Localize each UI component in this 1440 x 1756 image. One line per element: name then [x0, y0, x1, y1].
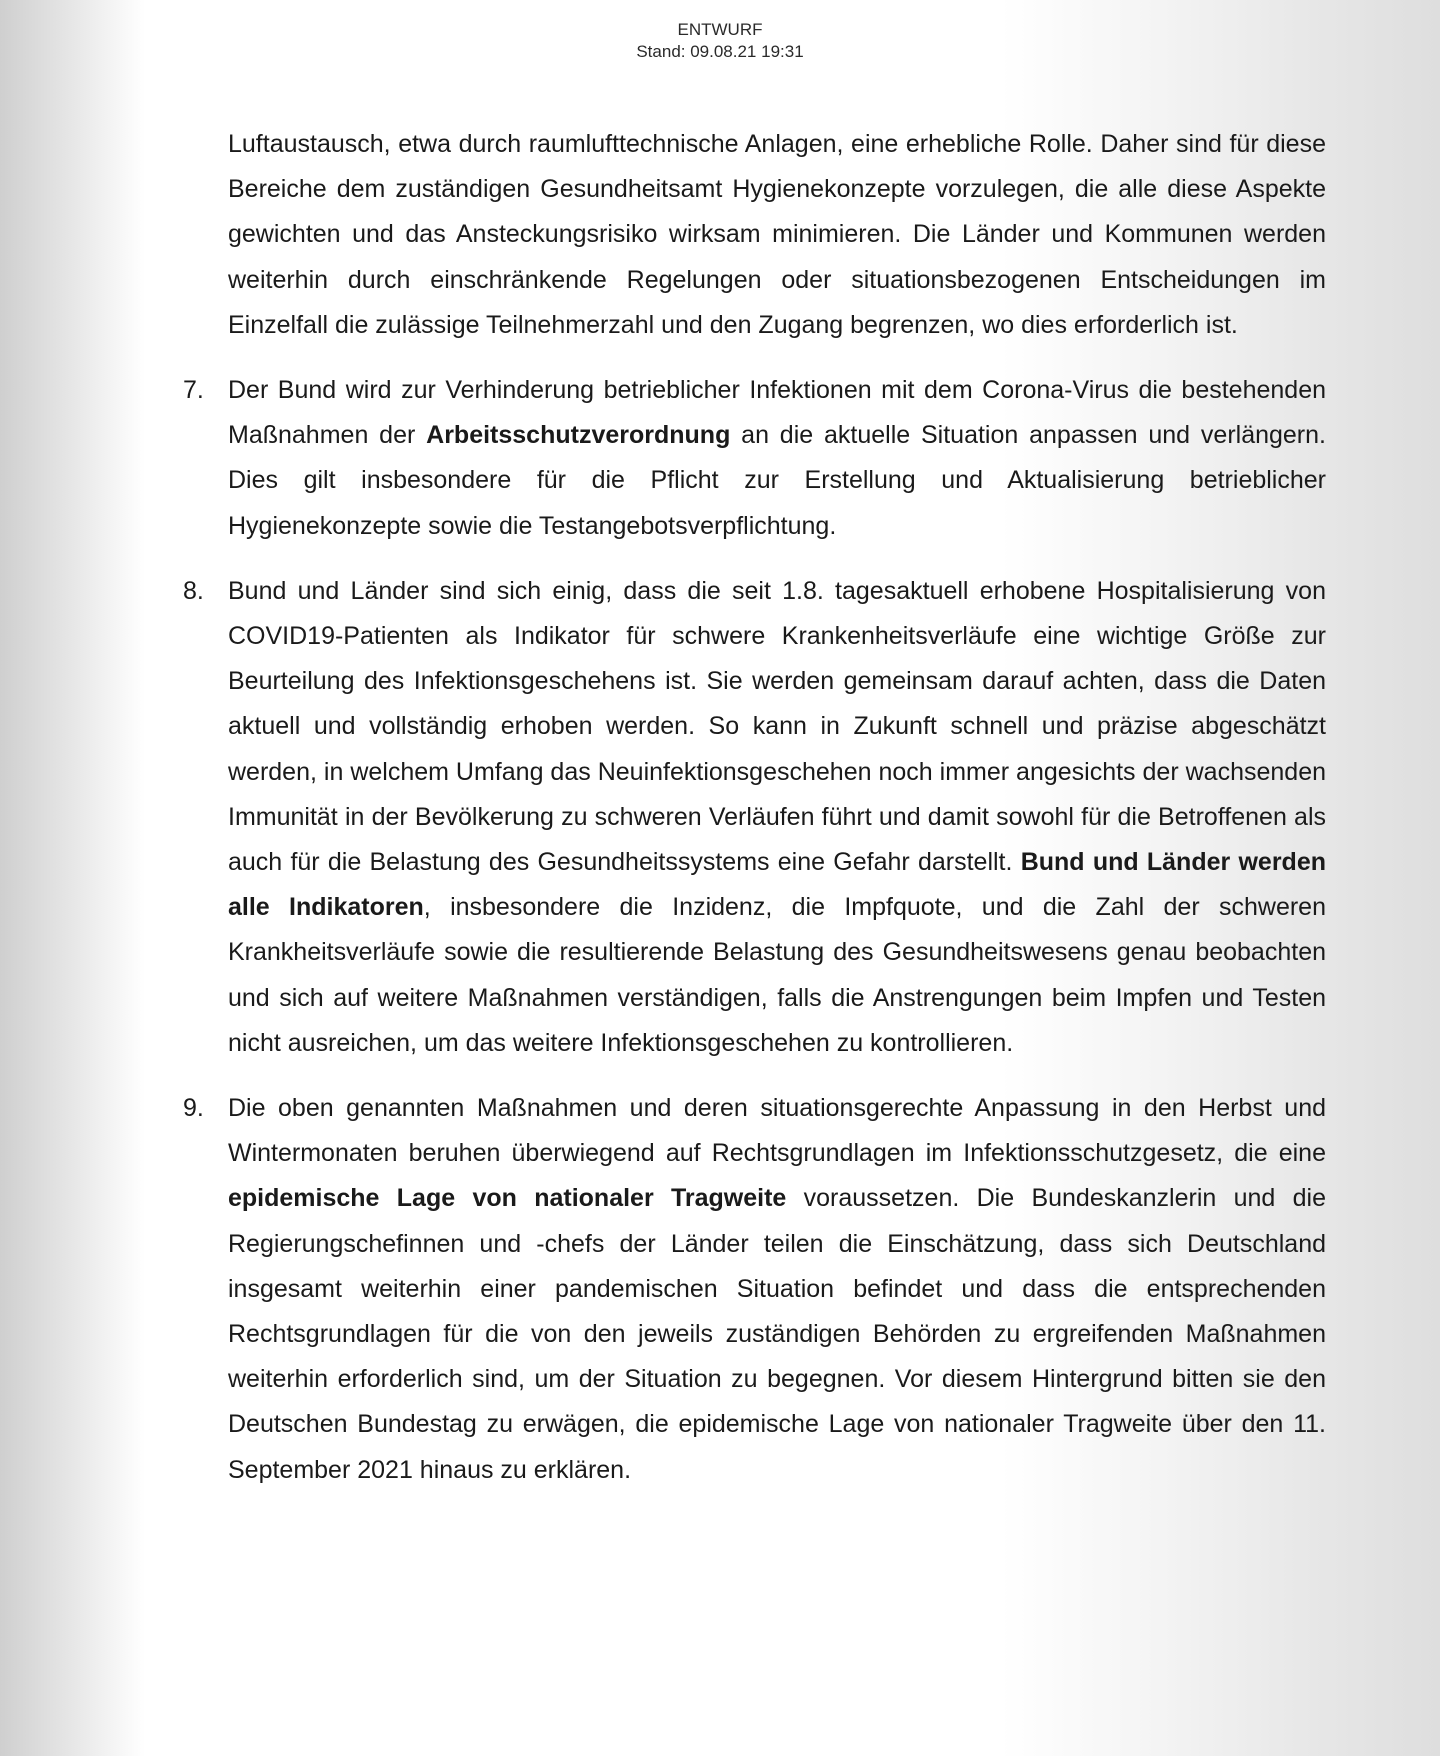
list-item-text: Der Bund wird zur Verhinderung betrieblicher Infektionen mit dem Corona-Virus die bestehenden Maßnahmen der Arbeitsschutzverordnung an die aktuelle Situation anpassen und verlängern. Dies gilt insbesondere für die Pflicht zur Erstellung und Aktualisierung betrieblicher Hygienekonzepte sowie die Testangebotsverpflichtung. [228, 376, 1326, 540]
list-number: 8. [183, 576, 204, 605]
list-item-9 [183, 1086, 1326, 1493]
list-item-7 [183, 368, 1326, 549]
document-body [183, 122, 1326, 1493]
draft-timestamp: Stand: 09.08.21 19:31 [636, 42, 804, 61]
page-header [0, 19, 1440, 63]
bold-term: epidemische Lage von nationaler Tragweite [228, 1184, 787, 1213]
bold-term: Arbeitsschutzverordnung [426, 421, 731, 450]
bold-term: Bund und Länder werden alle Indikatoren [228, 848, 1326, 922]
list-number: 9. [183, 1094, 204, 1123]
continuation-paragraph: Luftaustausch, etwa durch raumlufttechnische Anlagen, eine erhebliche Rolle. Daher sind für diese Bereiche dem zuständigen Gesundheitsamt Hygienekonzepte vorzulegen, die alle diese Aspekte gewichten und das Ansteckungsrisiko wirksam minimieren. Die Länder und Kommunen werden weiterhin durch einschränkende Regelungen oder situationsbezogenen Entscheidungen im Einzelfall die zulässige Teilnehmerzahl und den Zugang begrenzen, wo dies erforderlich ist. [228, 130, 1326, 339]
list-number: 7. [183, 376, 204, 405]
draft-label: ENTWURF [677, 20, 763, 39]
list-item-text: Die oben genannten Maßnahmen und deren situationsgerechte Anpassung in den Herbst und Wintermonaten beruhen überwiegend auf Rechtsgrundlagen im Infektionsschutzgesetz, die eine epidemische Lage von nationaler Tragweite voraussetzen. Die Bundeskanzlerin und die Regierungschefinnen und -chefs der Länder teilen die Einschätzung, dass sich Deutschland insgesamt weiterhin einer pandemischen Situation befindet und dass die entsprechenden Rechtsgrundlagen für die von den jeweils zuständigen Behörden zu ergreifenden Maßnahmen weiterhin erforderlich sind, um der Situation zu begegnen. Vor diesem Hintergrund bitten sie den Deutschen Bundestag zu erwägen, die epidemische Lage von nationaler Tragweite über den 11. September 2021 hinaus zu erklären. [228, 1094, 1326, 1484]
list-item-text: Bund und Länder sind sich einig, dass die seit 1.8. tagesaktuell erhobene Hospitalisierung von COVID19-Patienten als Indikator für schwere Krankenheitsverläufe eine wichtige Größe zur Beurteilung des Infektionsgeschehens ist. Sie werden gemeinsam darauf achten, dass die Daten aktuell und vollständig erhoben werden. So kann in Zukunft schnell und präzise abgeschätzt werden, in welchem Umfang das Neuinfektionsgeschehen noch immer angesichts der wachsenden Immunität in der Bevölkerung zu schweren Verläufen führt und damit sowohl für die Betroffenen als auch für die Belastung des Gesundheitssystems eine Gefahr darstellt. Bund und Länder werden alle Indikatoren, insbesondere die Inzidenz, die Impfquote, und die Zahl der schweren Krankheitsverläufe sowie die resultierende Belastung des Gesundheitswesens genau beobachten und sich auf weitere Maßnahmen verständigen, falls die Anstrengungen beim Impfen und Testen nicht ausreichen, um das weitere Infektionsgeschehen zu kontrollieren. [228, 576, 1326, 1057]
list-item-8 [183, 569, 1326, 1066]
